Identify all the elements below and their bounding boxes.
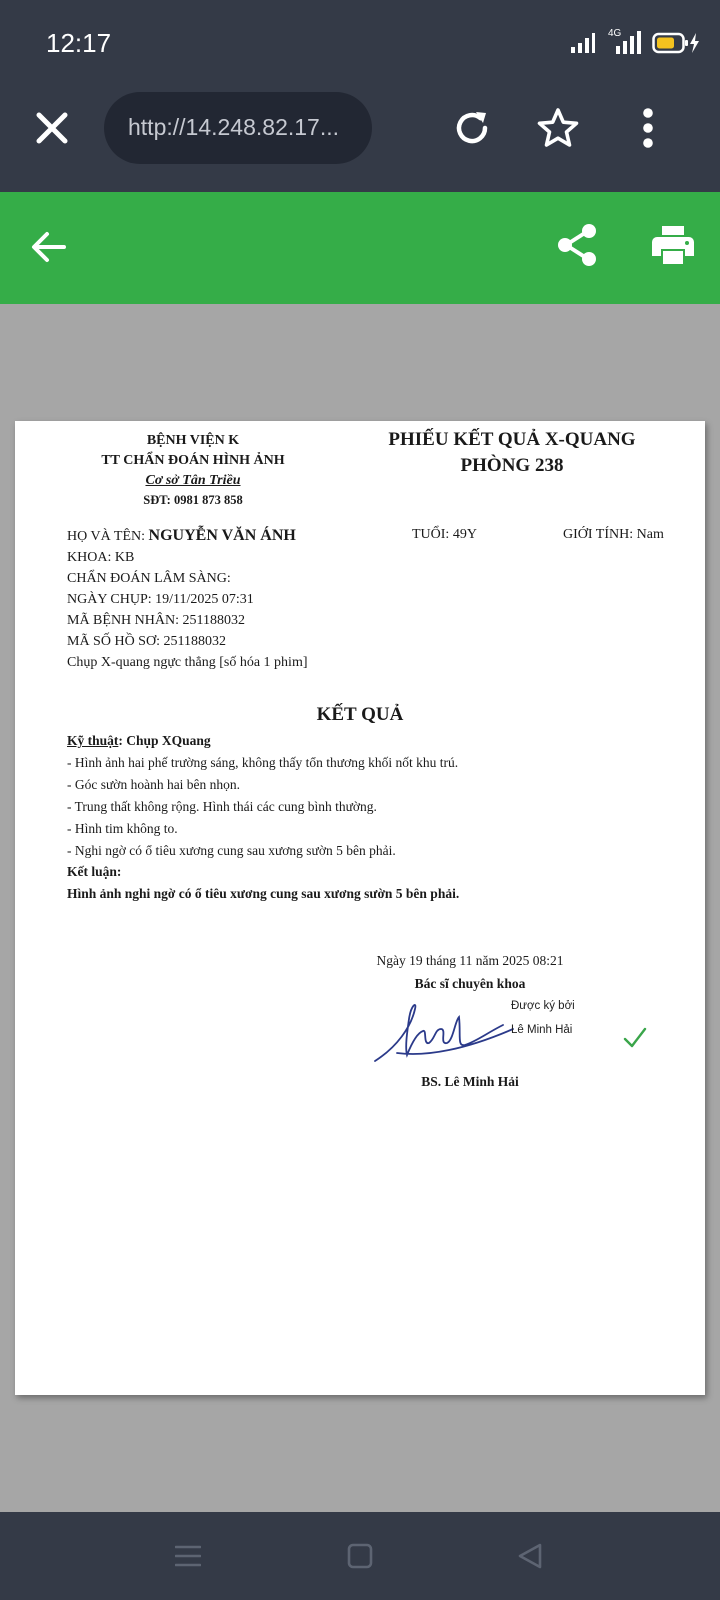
finding-line: - Hình ảnh hai phế trường sáng, không thấy tổn thương khối nốt khu trú. xyxy=(67,755,459,770)
print-button[interactable] xyxy=(648,220,698,270)
bookmark-button[interactable] xyxy=(534,104,582,152)
digital-signer-name: Lê Minh Hải xyxy=(511,1024,573,1036)
patient-name-row xyxy=(67,527,296,545)
finding-line: - Nghi ngờ có ổ tiêu xương cung sau xương sườn 5 bên phải. xyxy=(67,843,396,858)
clinical-diagnosis: CHẨN ĐOÁN LÂM SÀNG: xyxy=(67,571,231,586)
hospital-branch: Cơ sở Tân Triều xyxy=(145,473,241,488)
back-triangle-icon xyxy=(517,1542,543,1570)
status-time: 12:17 xyxy=(46,28,112,58)
share-button[interactable] xyxy=(552,220,602,270)
capture-date: NGÀY CHỤP: 19/11/2025 07:31 xyxy=(67,592,254,607)
signer-role: Bác sĩ chuyên khoa xyxy=(414,976,526,991)
share-icon xyxy=(556,223,598,267)
patient-sex: GIỚI TÍNH: Nam xyxy=(563,527,664,542)
signal-4g-icon xyxy=(606,30,642,56)
finding-line: - Hình tim không to. xyxy=(67,821,178,836)
browser-toolbar xyxy=(0,0,720,192)
system-back-button[interactable] xyxy=(510,1534,550,1578)
document-page xyxy=(15,421,705,1395)
system-nav-bar xyxy=(0,1512,720,1600)
finding-line: - Góc sườn hoành hai bên nhọn. xyxy=(67,777,241,792)
close-tab-button[interactable] xyxy=(30,106,74,150)
patient-age: TUỔI: 49Y xyxy=(412,527,477,542)
menu-icon xyxy=(175,1544,201,1568)
star-icon xyxy=(537,107,579,149)
technique-value: : Chụp XQuang xyxy=(118,733,211,748)
print-icon xyxy=(651,224,695,266)
finding-line: - Trung thất không rộng. Hình thái các cung bình thường. xyxy=(67,799,377,814)
procedure: Chụp X-quang ngực thẳng [số hóa 1 phim] xyxy=(67,655,308,670)
hospital-center: TT CHẨN ĐOÁN HÌNH ẢNH xyxy=(101,453,285,468)
conclusion-label: Kết luận: xyxy=(67,864,122,879)
patient-name-label: HỌ VÀ TÊN: xyxy=(67,529,146,544)
reload-button[interactable] xyxy=(448,104,496,152)
patient-name: NGUYỄN VĂN ÁNH xyxy=(148,527,296,544)
home-button[interactable] xyxy=(340,1534,380,1578)
more-vert-icon xyxy=(642,108,654,148)
handwritten-signature xyxy=(367,999,517,1071)
status-icons xyxy=(570,30,700,56)
doctor-name: BS. Lê Minh Hải xyxy=(421,1074,519,1089)
report-title: PHIẾU KẾT QUẢ X-QUANG xyxy=(388,429,636,450)
url-bar[interactable] xyxy=(104,92,372,164)
room-title: PHÒNG 238 xyxy=(460,455,564,476)
signed-by-label: Được ký bởi xyxy=(511,1000,575,1012)
back-button[interactable] xyxy=(26,224,72,270)
network-type-label: 4G xyxy=(608,28,622,39)
conclusion-text: Hình ảnh nghi ngờ có ổ tiêu xương cung sau xương sườn 5 bên phải. xyxy=(67,886,460,901)
reload-icon xyxy=(452,108,492,148)
app-bar xyxy=(0,192,720,304)
sign-date: Ngày 19 tháng 11 năm 2025 08:21 xyxy=(376,953,564,968)
home-square-icon xyxy=(347,1543,373,1569)
close-icon xyxy=(34,110,70,146)
hospital-name: BỆNH VIỆN K xyxy=(146,433,240,448)
battery-icon xyxy=(652,31,700,55)
technique-label: Kỹ thuật xyxy=(67,733,119,748)
patient-id: MÃ BỆNH NHÂN: 251188032 xyxy=(67,613,245,628)
department: KHOA: KB xyxy=(67,550,135,565)
result-heading: KẾT QUẢ xyxy=(316,704,404,725)
url-text: http://14.248.82.17... xyxy=(128,114,339,140)
arrow-left-icon xyxy=(31,231,67,263)
check-icon xyxy=(623,1027,647,1049)
recent-apps-button[interactable] xyxy=(168,1534,208,1578)
signal-icon xyxy=(570,32,596,54)
overflow-menu-button[interactable] xyxy=(624,104,672,152)
record-id: MÃ SỐ HỒ SƠ: 251188032 xyxy=(67,634,226,649)
technique-row xyxy=(67,733,211,749)
hospital-phone: SĐT: 0981 873 858 xyxy=(143,493,243,507)
